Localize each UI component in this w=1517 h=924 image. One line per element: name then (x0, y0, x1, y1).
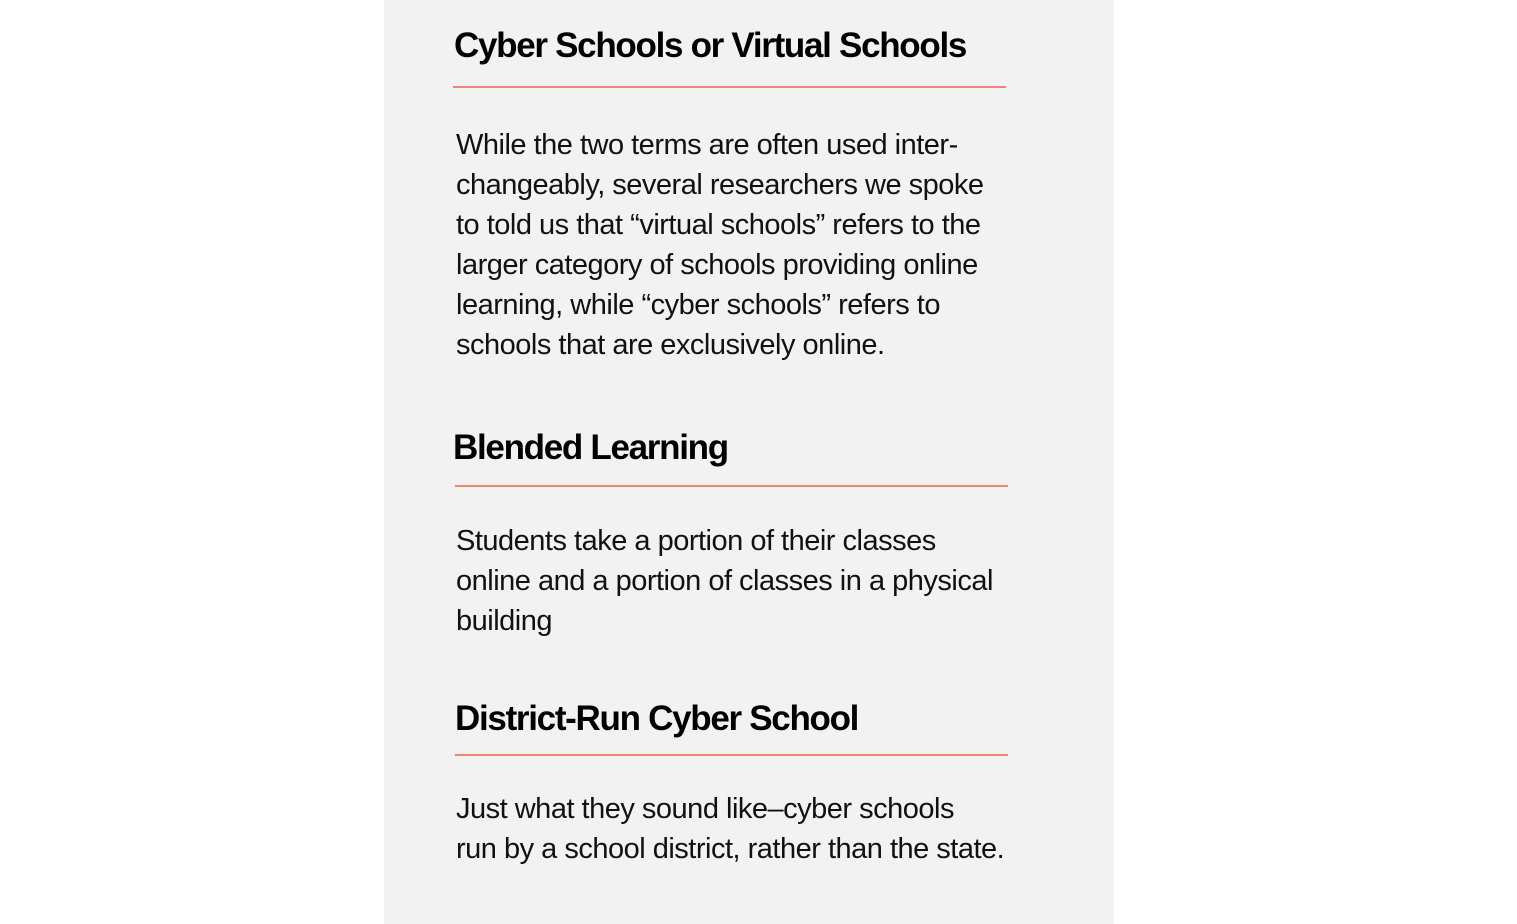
section-body-cyber-schools: While the two terms are often used inter- changeably, several researchers we spoke to told us that “virtual schools” refers to the larger category of schools providing online learning, while “cyber schools” refers to schools that are exclusively online. (456, 129, 984, 361)
section-heading-district-run: District-Run Cyber School (455, 699, 859, 738)
section-divider (455, 485, 1008, 487)
section-heading-blended-learning: Blended Learning (453, 428, 728, 467)
section-body-blended-learning: Students take a portion of their classes online and a portion of classes in a physical building (456, 525, 993, 637)
section-divider (453, 86, 1006, 88)
section-divider (455, 754, 1008, 756)
section-body-district-run: Just what they sound like–cyber schools run by a school district, rather than the state. (456, 793, 1005, 865)
section-heading-cyber-schools: Cyber Schools or Virtual Schools (454, 26, 967, 65)
glossary-panel (384, 0, 1114, 924)
